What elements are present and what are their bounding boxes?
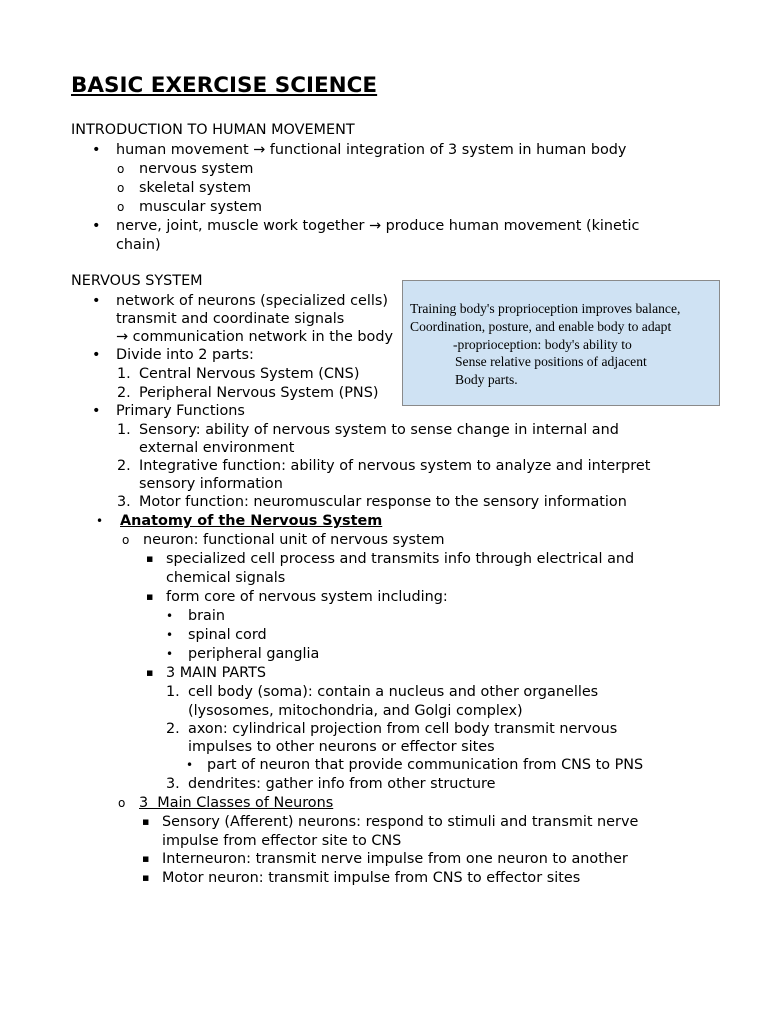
bullet-disc: • bbox=[186, 758, 194, 772]
comment-callout bbox=[402, 280, 720, 406]
core-item-ganglia: peripheral ganglia bbox=[188, 646, 320, 662]
list-number: 2. bbox=[166, 721, 180, 737]
bullet-disc: • bbox=[166, 647, 174, 661]
document-title: BASIC EXERCISE SCIENCE bbox=[71, 73, 378, 98]
class-1-line2: impulse from effector site to CNS bbox=[162, 833, 402, 849]
bullet-circle: o bbox=[122, 533, 130, 547]
list-number: 3. bbox=[166, 776, 180, 792]
bullet-disc: • bbox=[166, 628, 174, 642]
anatomy-neuron: neuron: functional unit of nervous system bbox=[143, 532, 445, 548]
class-3: Motor neuron: transmit impulse from CNS to effector sites bbox=[162, 870, 581, 886]
function-1-line2: external environment bbox=[139, 440, 295, 456]
intro-bullet-1: human movement → functional integration of 3 system in human body bbox=[116, 142, 627, 158]
class-1-line1: Sensory (Afferent) neurons: respond to stimuli and transmit nerve bbox=[162, 814, 639, 830]
core-item-spinal-cord: spinal cord bbox=[188, 627, 267, 643]
callout-line-5: Body parts. bbox=[455, 372, 518, 387]
bullet-square: ▪ bbox=[146, 666, 154, 679]
bullet-disc: • bbox=[92, 218, 101, 234]
bullet-circle: o bbox=[117, 200, 125, 214]
intro-sub-1: nervous system bbox=[139, 161, 254, 177]
bullet-circle: o bbox=[117, 181, 125, 195]
callout-line-3: -proprioception: body's ability to bbox=[453, 337, 632, 352]
class-2: Interneuron: transmit nerve impulse from one neuron to another bbox=[162, 851, 628, 867]
bullet-disc: • bbox=[92, 403, 101, 419]
intro-sub-2: skeletal system bbox=[139, 180, 252, 196]
bullet-disc: • bbox=[166, 609, 174, 623]
callout-line-4: Sense relative positions of adjacent bbox=[455, 354, 647, 369]
section-heading-nervous: NERVOUS SYSTEM bbox=[71, 273, 203, 289]
part-2-sub: part of neuron that provide communication from CNS to PNS bbox=[207, 757, 644, 773]
nervous-bullet-1-line2: transmit and coordinate signals bbox=[116, 311, 345, 327]
part-3: dendrites: gather info from other structure bbox=[188, 776, 496, 792]
bullet-square: ▪ bbox=[146, 590, 154, 603]
nervous-part-1: Central Nervous System (CNS) bbox=[139, 366, 360, 382]
part-1-line1: cell body (soma): contain a nucleus and other organelles bbox=[188, 684, 599, 700]
intro-bullet-2-line2: chain) bbox=[116, 237, 161, 253]
core-item-brain: brain bbox=[188, 608, 225, 624]
anatomy-heading: Anatomy of the Nervous System bbox=[120, 513, 383, 529]
bullet-square: ▪ bbox=[142, 852, 150, 865]
bullet-disc: • bbox=[92, 347, 101, 363]
bullet-square: ▪ bbox=[146, 552, 154, 565]
function-3: Motor function: neuromuscular response to the sensory information bbox=[139, 494, 627, 510]
list-number: 1. bbox=[117, 422, 131, 438]
nervous-bullet-2: Divide into 2 parts: bbox=[116, 347, 254, 363]
section-heading-intro: INTRODUCTION TO HUMAN MOVEMENT bbox=[71, 122, 355, 138]
bullet-disc: • bbox=[96, 514, 104, 528]
bullet-square: ▪ bbox=[142, 871, 150, 884]
bullet-disc: • bbox=[92, 293, 101, 309]
bullet-circle: o bbox=[117, 162, 125, 176]
nervous-bullet-1-line3: → communication network in the body bbox=[116, 329, 393, 345]
list-number: 1. bbox=[166, 684, 180, 700]
intro-sub-3: muscular system bbox=[139, 199, 263, 215]
anatomy-main-parts: 3 MAIN PARTS bbox=[166, 665, 267, 681]
part-2-line1: axon: cylindrical projection from cell body transmit nervous bbox=[188, 721, 618, 737]
list-number: 3. bbox=[117, 494, 131, 510]
nervous-part-2: Peripheral Nervous System (PNS) bbox=[139, 385, 379, 401]
part-2-line2: impulses to other neurons or effector sites bbox=[188, 739, 495, 755]
callout-line-1: Training body's proprioception improves balance, bbox=[410, 301, 681, 316]
nervous-bullet-1-line1: network of neurons (specialized cells) bbox=[116, 293, 388, 309]
nervous-bullet-3: Primary Functions bbox=[116, 403, 245, 419]
classes-heading: 3 Main Classes of Neurons bbox=[139, 795, 334, 811]
anatomy-sub-1-line2: chemical signals bbox=[166, 570, 286, 586]
list-number: 2. bbox=[117, 458, 131, 474]
bullet-circle: o bbox=[118, 796, 126, 810]
intro-bullet-2-line1: nerve, joint, muscle work together → produce human movement (kinetic bbox=[116, 218, 640, 234]
function-2-line1: Integrative function: ability of nervous system to analyze and interpret bbox=[139, 458, 651, 474]
list-number: 1. bbox=[117, 366, 131, 382]
part-1-line2: (lysosomes, mitochondria, and Golgi complex) bbox=[188, 703, 523, 719]
function-1-line1: Sensory: ability of nervous system to sense change in internal and bbox=[139, 422, 619, 438]
function-2-line2: sensory information bbox=[139, 476, 283, 492]
bullet-square: ▪ bbox=[142, 815, 150, 828]
anatomy-sub-2: form core of nervous system including: bbox=[166, 589, 448, 605]
list-number: 2. bbox=[117, 385, 131, 401]
bullet-disc: • bbox=[92, 142, 101, 158]
anatomy-sub-1-line1: specialized cell process and transmits info through electrical and bbox=[166, 551, 635, 567]
callout-line-2: Coordination, posture, and enable body to adapt bbox=[410, 319, 672, 334]
